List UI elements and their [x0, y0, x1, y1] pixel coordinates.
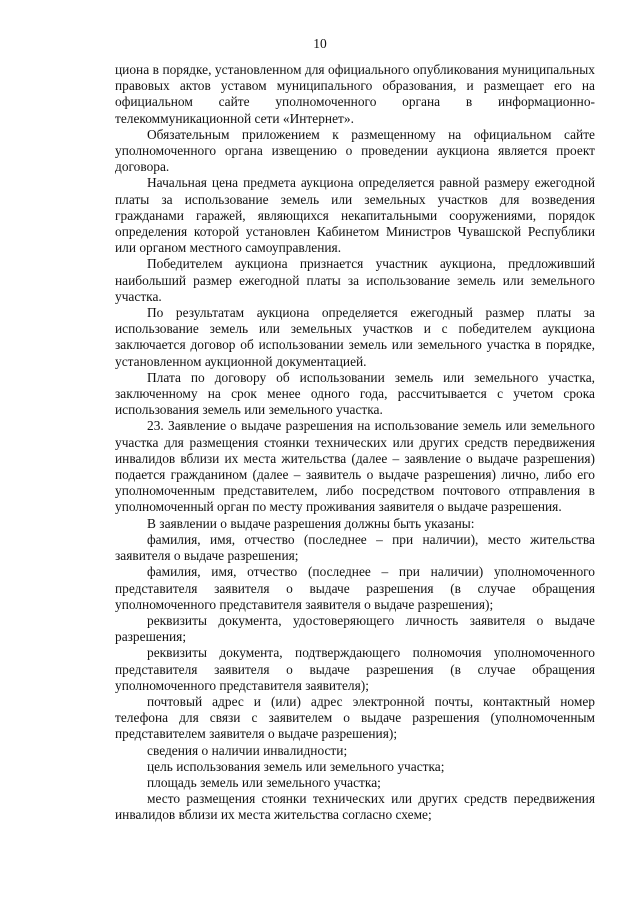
list-item: реквизиты документа, подтверждающего полномочия уполномоченного представителя заявителя о выдаче разрешения (в случае обращения уполномоченного представителя заявителя); [115, 645, 595, 693]
list-item: площадь земель или земельного участка; [147, 774, 381, 790]
paragraph: Плата по договору об использовании земель или земельного участка, заключенному на срок менее одного года, рассчитывается с учетом срока использования земель или земельного участка. [115, 369, 595, 418]
paragraph: Победителем аукциона признается участник аукциона, предложивший наибольший размер ежегодной платы за использование земель или земельного участка. [115, 256, 595, 304]
paragraph: Обязательным приложением к размещенному на официальном сайте уполномоченного органа извещению о проведении аукциона является проект договора. [115, 126, 595, 175]
list-item: реквизиты документа, удостоверяющего личность заявителя о выдаче разрешения; [115, 612, 595, 645]
list-item: почтовый адрес и (или) адрес электронной почты, контактный номер телефона для связи с заявителем о выдаче разрешения (уполномоченным представителем заявителя о выдаче разрешения); [115, 693, 595, 742]
paragraph: По результатам аукциона определяется ежегодный размер платы за использование земель или земельных участков и с победителем аукциона заключается договор об использовании земель или земельного участка в порядке, установленном аукционной документацией. [115, 305, 595, 369]
list-item: цель использования земель или земельного участка; [147, 758, 445, 774]
document-body [115, 62, 595, 824]
list-item: фамилия, имя, отчество (последнее – при наличии), место жительства заявителя о выдаче разрешения; [115, 531, 595, 564]
list-item: сведения о наличии инвалидности; [147, 742, 348, 758]
paragraph: Начальная цена предмета аукциона определяется равной размеру ежегодной платы за использование земель или земельных участков для возведения гражданами гаражей, являющихся некапитальными сооружениями, порядок определения которой установлен Кабинетом Министров Чувашской Республики или органом местного самоуправления. [115, 175, 595, 256]
paragraph: циона в порядке, установленном для официального опубликования муниципальных правовых актов уставом муниципального образования, и размещает его на официальном сайте уполномоченного органа в информационно-телекоммуникационной сети «Интернет». [115, 62, 595, 126]
page-number: 10 [313, 36, 327, 51]
paragraph: В заявлении о выдаче разрешения должны быть указаны: [147, 515, 475, 531]
list-item: место размещения стоянки технических или других средств передвижения инвалидов вблизи их места жительства согласно схеме; [115, 791, 595, 823]
list-item: фамилия, имя, отчество (последнее – при наличии) уполномоченного представителя заявителя о выдаче разрешения (в случае обращения уполномоченного представителя заявителя о выдаче разрешения); [115, 564, 595, 612]
paragraph: 23. Заявление о выдаче разрешения на использование земель или земельного участка для размещения стоянки технических или других средств передвижения инвалидов вблизи их места жительства (далее – заявление о выдаче разрешения) подается гражданином (далее – заявитель о выдаче разрешения) лично, либо его уполномоченным представителем, либо посредством почтового отправления в уполномоченный орган по месту проживания заявителя о выдаче разрешения. [115, 418, 595, 515]
